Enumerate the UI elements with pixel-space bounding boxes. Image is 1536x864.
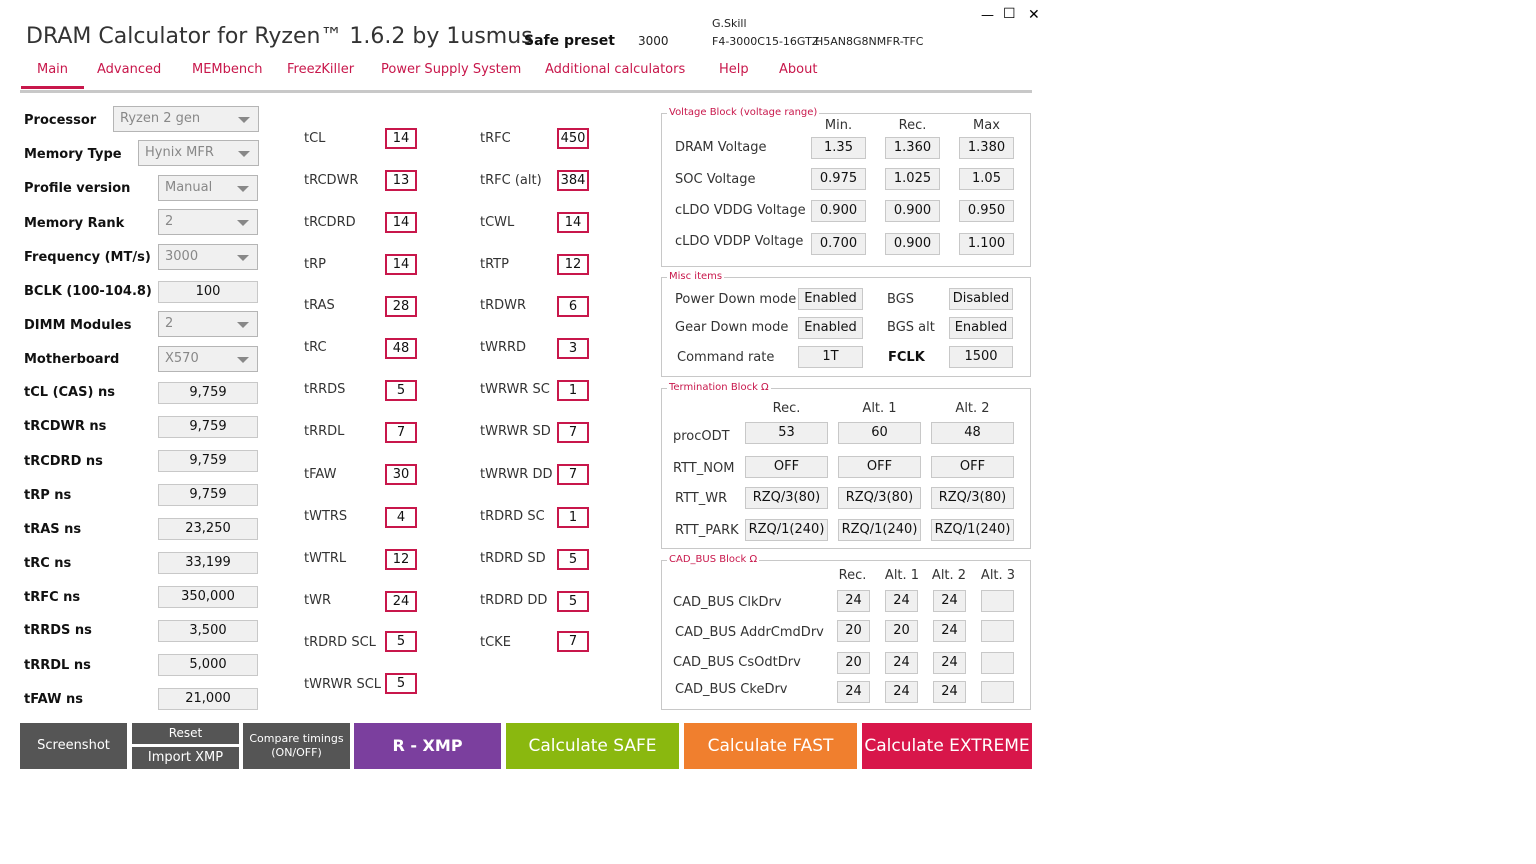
timing-label: tWTRL (304, 551, 347, 566)
timing-label: tRCDRD (304, 215, 356, 230)
import-xmp-button[interactable]: Import XMP (132, 747, 239, 769)
ns-value: 9,759 (158, 416, 258, 438)
cadbus-header-alt2: Alt. 2 (931, 568, 967, 583)
chip-code: H5AN8G8NMFR-TFC (815, 35, 924, 48)
timing-value[interactable]: 1 (557, 380, 589, 401)
cadbus-value: 24 (933, 652, 966, 674)
timing-label: tRRDS (304, 382, 346, 397)
cadbus-value: 24 (933, 590, 966, 612)
ns-value: 23,250 (158, 518, 258, 540)
cadbus-value: 20 (885, 620, 918, 642)
dimm-modules-select[interactable] (158, 311, 258, 337)
bgs-value: Disabled (949, 288, 1013, 310)
bgs-alt-value: Enabled (949, 317, 1013, 339)
ns-value: 350,000 (158, 586, 258, 608)
tab-membench[interactable]: MEMbench (192, 62, 263, 77)
profile-version-select[interactable] (158, 175, 258, 201)
ns-label: tRFC ns (24, 590, 81, 605)
timing-label: tRFC (480, 131, 511, 146)
termination-header-alt1: Alt. 1 (862, 401, 897, 416)
voltage-header-max: Max (973, 118, 1000, 133)
ns-value: 9,759 (158, 450, 258, 472)
profile-version-value: Manual (165, 180, 213, 195)
cadbus-value (981, 681, 1014, 703)
close-icon[interactable]: ✕ (1028, 7, 1040, 23)
timing-label: tWRWR SD (480, 424, 551, 439)
cadbus-value: 24 (837, 590, 870, 612)
timing-value[interactable]: 7 (557, 631, 589, 652)
termination-value: RZQ/3(80) (838, 487, 921, 509)
ns-label: tRRDL ns (24, 658, 91, 673)
reset-button[interactable]: Reset (132, 723, 239, 744)
part-number: F4-3000C15-16GTZ (712, 35, 820, 48)
timing-value[interactable]: 5 (385, 380, 417, 401)
preset-label: Safe preset (524, 33, 615, 49)
timing-value[interactable]: 13 (385, 170, 417, 191)
cadbus-value: 24 (885, 681, 918, 703)
tab-bar (20, 62, 1032, 93)
cadbus-value: 24 (933, 681, 966, 703)
cadbus-value: 24 (933, 620, 966, 642)
timing-label: tRP (304, 257, 326, 272)
chevron-down-icon (237, 220, 249, 226)
timing-value[interactable]: 48 (385, 338, 417, 359)
timing-label: tCL (304, 131, 326, 146)
calculate-extreme-button[interactable]: Calculate EXTREME (862, 723, 1032, 769)
tab-power-supply-system[interactable]: Power Supply System (381, 62, 522, 77)
motherboard-label: Motherboard (24, 352, 120, 367)
bclk-label: BCLK (100-104.8) (24, 284, 152, 299)
command-rate-value: 1T (798, 346, 863, 368)
cadbus-block-title: CAD_BUS Block Ω (669, 554, 758, 565)
compare-timings-button[interactable] (243, 723, 350, 769)
screenshot-button[interactable]: Screenshot (20, 723, 127, 769)
frequency-label: Frequency (MT/s) (24, 250, 151, 265)
ns-label: tRRDS ns (24, 623, 92, 638)
timing-value[interactable]: 12 (385, 549, 417, 570)
frequency-select[interactable] (158, 244, 258, 270)
r-xmp-button[interactable]: R - XMP (354, 723, 501, 769)
memory-rank-value: 2 (165, 214, 174, 229)
timing-label: tFAW (304, 467, 337, 482)
timing-label: tRDRD DD (480, 593, 548, 608)
timing-value[interactable]: 5 (557, 591, 589, 612)
timing-value[interactable]: 30 (385, 464, 417, 485)
voltage-value: 1.05 (959, 168, 1014, 190)
termination-row-label: RTT_NOM (673, 461, 735, 476)
preset-value: 3000 (638, 34, 669, 48)
chevron-down-icon (238, 117, 250, 123)
cadbus-header-alt3: Alt. 3 (980, 568, 1016, 583)
ns-value: 21,000 (158, 688, 258, 710)
termination-value: RZQ/3(80) (931, 487, 1014, 509)
cadbus-value: 24 (885, 652, 918, 674)
fclk-value: 1500 (949, 346, 1013, 368)
frequency-value: 3000 (165, 249, 199, 264)
power-down-value: Enabled (798, 288, 863, 310)
command-rate-label: Command rate (677, 350, 775, 365)
timing-label: tRTP (480, 257, 509, 272)
timing-value[interactable]: 4 (385, 507, 417, 528)
cadbus-value: 24 (837, 681, 870, 703)
tab-freezkiller[interactable]: FreezKiller (287, 62, 355, 77)
timing-value[interactable]: 24 (385, 591, 417, 612)
ns-value: 9,759 (158, 484, 258, 506)
processor-select[interactable] (113, 106, 259, 132)
timing-label: tWRRD (480, 340, 527, 355)
voltage-value: 1.100 (959, 233, 1014, 255)
timing-value[interactable]: 3 (557, 338, 589, 359)
calculate-fast-button[interactable]: Calculate FAST (684, 723, 857, 769)
voltage-value: 0.900 (811, 200, 866, 222)
timing-label: tCKE (480, 635, 511, 650)
memory-type-value: Hynix MFR (145, 145, 214, 160)
memory-type-select[interactable] (138, 140, 259, 166)
memory-type-label: Memory Type (24, 147, 122, 162)
termination-value: OFF (838, 456, 921, 478)
bgs-alt-label: BGS alt (887, 320, 935, 335)
termination-value: 53 (745, 422, 828, 444)
timing-value[interactable]: 14 (385, 254, 417, 275)
timing-value[interactable]: 28 (385, 296, 417, 317)
chevron-down-icon (237, 255, 249, 261)
tab-advanced[interactable]: Advanced (97, 62, 162, 77)
gear-down-value: Enabled (798, 317, 863, 339)
calculate-safe-button[interactable]: Calculate SAFE (506, 723, 679, 769)
tab-about[interactable]: About (779, 62, 818, 77)
ns-label: tRAS ns (24, 522, 82, 537)
timing-label: tWR (304, 593, 331, 608)
timing-value[interactable]: 6 (557, 296, 589, 317)
bgs-label: BGS (887, 292, 915, 307)
termination-header-alt2: Alt. 2 (955, 401, 990, 416)
timing-label: tRCDWR (304, 173, 359, 188)
voltage-value: 0.900 (885, 233, 940, 255)
chevron-down-icon (237, 322, 249, 328)
chevron-down-icon (237, 357, 249, 363)
cadbus-value (981, 652, 1014, 674)
voltage-value: 0.900 (885, 200, 940, 222)
ns-label: tCL (CAS) ns (24, 385, 115, 400)
tab-help[interactable]: Help (719, 62, 749, 77)
voltage-header-min: Min. (824, 118, 853, 133)
cadbus-value (981, 620, 1014, 642)
ns-value: 33,199 (158, 552, 258, 574)
timing-value[interactable]: 14 (385, 128, 417, 149)
power-down-label: Power Down mode (675, 292, 797, 307)
timing-value[interactable]: 450 (557, 128, 589, 149)
misc-block-title: Misc items (669, 271, 723, 282)
timing-label: tRFC (alt) (480, 173, 542, 188)
memory-vendor: G.Skill (712, 17, 747, 30)
cadbus-row-label: CAD_BUS CsOdtDrv (673, 655, 801, 670)
cadbus-row-label: CAD_BUS ClkDrv (673, 595, 782, 610)
termination-row-label: RTT_PARK (675, 523, 739, 538)
ns-label: tFAW ns (24, 692, 83, 707)
ns-label: tRP ns (24, 488, 72, 503)
dimm-modules-value: 2 (165, 316, 174, 331)
termination-value: RZQ/1(240) (838, 519, 921, 541)
voltage-row-label: SOC Voltage (675, 172, 756, 187)
chevron-down-icon (237, 186, 249, 192)
termination-value: RZQ/1(240) (931, 519, 1014, 541)
timing-label: tRAS (304, 298, 335, 313)
motherboard-value: X570 (165, 351, 199, 366)
timing-label: tRDWR (480, 298, 527, 313)
termination-value: RZQ/3(80) (745, 487, 828, 509)
termination-row-label: procODT (673, 429, 730, 444)
timing-value[interactable]: 7 (557, 464, 589, 485)
timing-value[interactable]: 5 (385, 673, 417, 694)
maximize-icon[interactable]: ☐ (1003, 6, 1016, 22)
cadbus-value: 20 (837, 652, 870, 674)
voltage-value: 1.025 (885, 168, 940, 190)
app-title: DRAM Calculator for Ryzen™ 1.6.2 by 1usmus (26, 24, 533, 49)
fclk-label: FCLK (888, 350, 925, 365)
cadbus-value: 24 (885, 590, 918, 612)
timing-label: tWTRS (304, 509, 348, 524)
voltage-value: 0.975 (811, 168, 866, 190)
timing-label: tCWL (480, 215, 515, 230)
ns-label: tRC ns (24, 556, 72, 571)
cadbus-header-rec: Rec. (838, 568, 867, 583)
termination-row-label: RTT_WR (675, 491, 728, 506)
voltage-value: 1.35 (811, 137, 866, 159)
gear-down-label: Gear Down mode (675, 320, 789, 335)
processor-label: Processor (24, 113, 97, 128)
termination-value: RZQ/1(240) (745, 519, 828, 541)
voltage-value: 0.700 (811, 233, 866, 255)
timing-value[interactable]: 14 (385, 212, 417, 233)
timing-label: tRC (304, 340, 327, 355)
voltage-value: 1.380 (959, 137, 1014, 159)
voltage-row-label: DRAM Voltage (675, 140, 767, 155)
motherboard-select[interactable] (158, 346, 258, 372)
voltage-row-label: cLDO VDDG Voltage (675, 203, 806, 218)
timing-value[interactable]: 14 (557, 212, 589, 233)
timing-value[interactable]: 1 (557, 507, 589, 528)
timing-value[interactable]: 5 (557, 549, 589, 570)
timing-value[interactable]: 7 (557, 422, 589, 443)
ns-label: tRCDWR ns (24, 419, 107, 434)
voltage-row-label: cLDO VDDP Voltage (675, 234, 804, 249)
cadbus-row-label: CAD_BUS CkeDrv (675, 682, 788, 697)
termination-value: 60 (838, 422, 921, 444)
tab-additional-calculators[interactable]: Additional calculators (545, 62, 686, 77)
termination-value: OFF (745, 456, 828, 478)
termination-header-rec: Rec. (772, 401, 801, 416)
timing-label: tRDRD SCL (304, 635, 376, 650)
voltage-value: 1.360 (885, 137, 940, 159)
dimm-modules-label: DIMM Modules (24, 318, 132, 333)
timing-label: tWRWR SC (480, 382, 550, 397)
cadbus-value: 20 (837, 620, 870, 642)
memory-rank-select[interactable] (158, 209, 258, 235)
timing-label: tRDRD SD (480, 551, 546, 566)
compare-timings-line1: Compare timings (249, 732, 344, 745)
tab-main[interactable]: Main (37, 62, 69, 77)
timing-value[interactable]: 12 (557, 254, 589, 275)
ns-value: 3,500 (158, 620, 258, 642)
timing-label: tRDRD SC (480, 509, 545, 524)
timing-value[interactable]: 7 (385, 422, 417, 443)
cadbus-value (981, 590, 1014, 612)
profile-version-label: Profile version (24, 181, 131, 196)
ns-value: 5,000 (158, 654, 258, 676)
voltage-header-rec: Rec. (898, 118, 927, 133)
chevron-down-icon (238, 151, 250, 157)
minimize-icon[interactable]: — (981, 8, 994, 23)
compare-timings-line2: (ON/OFF) (271, 746, 322, 759)
timing-label: tWRWR SCL (304, 677, 382, 692)
processor-value: Ryzen 2 gen (120, 111, 201, 126)
voltage-block-title: Voltage Block (voltage range) (669, 107, 818, 118)
cadbus-row-label: CAD_BUS AddrCmdDrv (675, 625, 824, 640)
termination-value: OFF (931, 456, 1014, 478)
termination-value: 48 (931, 422, 1014, 444)
timing-label: tWRWR DD (480, 467, 553, 482)
timing-value[interactable]: 5 (385, 631, 417, 652)
voltage-value: 0.950 (959, 200, 1014, 222)
timing-label: tRRDL (304, 424, 345, 439)
bclk-input[interactable]: 100 (158, 281, 258, 303)
termination-block-title: Termination Block Ω (669, 382, 769, 393)
memory-rank-label: Memory Rank (24, 216, 125, 231)
ns-value: 9,759 (158, 382, 258, 404)
cadbus-header-alt1: Alt. 1 (884, 568, 920, 583)
timing-value[interactable]: 384 (557, 170, 589, 191)
ns-label: tRCDRD ns (24, 454, 103, 469)
